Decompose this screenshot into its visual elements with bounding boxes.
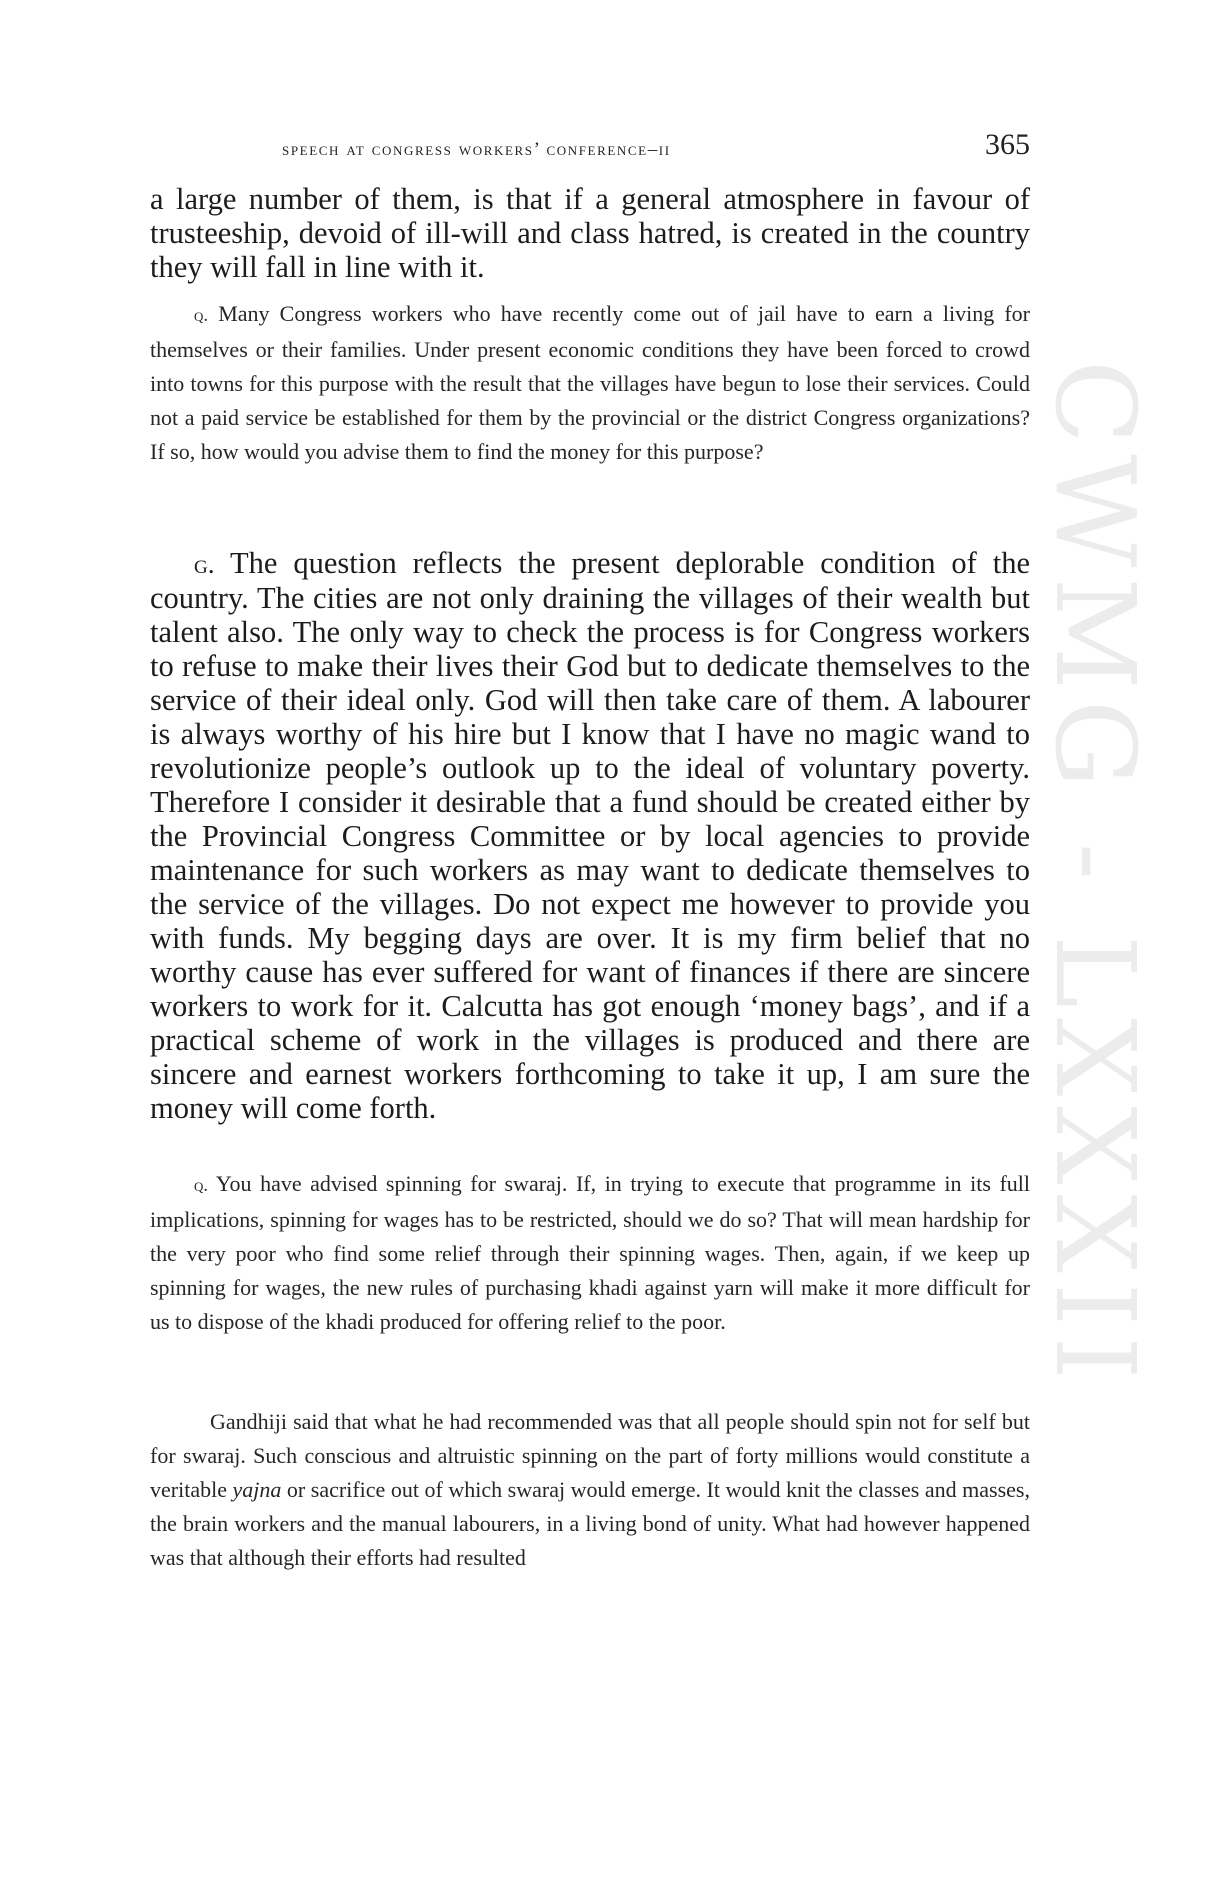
paragraph-text: You have advised spinning for swaraj. If, in trying to execute that programme in its full implications, spinning for wages has to be restricted, should we do so? That will mean hardship for the very poor who find some relief through their spinning wages. Then, again, if we keep up spinning for wages, the new rules of purchasing khadi against yarn will make it more difficult for us to dispose of the khadi produced for offering relief to the poor.: [150, 1171, 1030, 1334]
report-paragraph: [150, 1405, 1030, 1575]
speaker-label: q.: [194, 305, 209, 326]
paragraph-text-part: Gandhiji said that what he had recommended was that all people should spin not for self but for swaraj. Such conscious and altruistic spinning on the part of forty millions would constitute a veritable: [150, 1409, 1030, 1502]
page-number: 365: [985, 128, 1030, 161]
paragraph-text: Many Congress workers who have recently come out of jail have to earn a living for themselves or their families. Under present economic conditions they have been forced to crowd into towns for this purpose with the result that the villages have begun to lose their services. Could not a paid service be established for them by the provincial or the district Congress organizations? If so, how would you advise them to find the money for this purpose?: [150, 301, 1030, 464]
paragraph-text: a large number of them, is that if a general atmosphere in favour of trusteeship, devoid of ill-will and class hatred, is created in the country they will fall in line with it.: [150, 182, 1030, 284]
question-paragraph: [150, 297, 1030, 469]
paragraph-text-part: or sacrifice out of which swaraj would emerge. It would knit the classes and masses, the brain workers and the manual labourers, in a living bond of unity. What had however happened was that although their efforts had resulted: [150, 1477, 1030, 1570]
italic-term: yajna: [232, 1477, 282, 1502]
watermark-text: CWMG - LXXXII: [1031, 360, 1159, 1390]
paragraph-text: The question reflects the present deplorable condition of the country. The cities are not only draining the villages of their wealth but talent also. The only way to check the process is for Congress workers to refuse to make their lives their God but to dedicate themselves to the service of their ideal only. God will then take care of them. A labourer is always worthy of his hire but I know that I have no magic wand to revolutionize people’s outlook up to the ideal of voluntary poverty. Therefore I consider it desirable that a fund should be created either by the Provincial Congress Committee or by local agencies to provide maintenance for such workers as may want to dedicate themselves to the service of the villages. Do not expect me however to provide you with funds. My begging days are over. It is my firm belief that no worthy cause has ever suffered for want of finances if there are sincere workers to work for it. Calcutta has got enough ‘money bags’, and if a practical scheme of work in the villages is produced and there are sincere and earnest workers forthcoming to take it up, I am sure the money will come forth.: [150, 546, 1031, 1125]
speaker-label: q.: [194, 1175, 209, 1196]
answer-paragraph: [150, 546, 1030, 1125]
page-header: [150, 128, 1030, 168]
paragraph-continuation: [150, 182, 1030, 284]
question-paragraph: [150, 1167, 1030, 1339]
speaker-label: g.: [194, 549, 215, 579]
running-head: speech at congress workers’ conference–ii: [282, 139, 671, 160]
